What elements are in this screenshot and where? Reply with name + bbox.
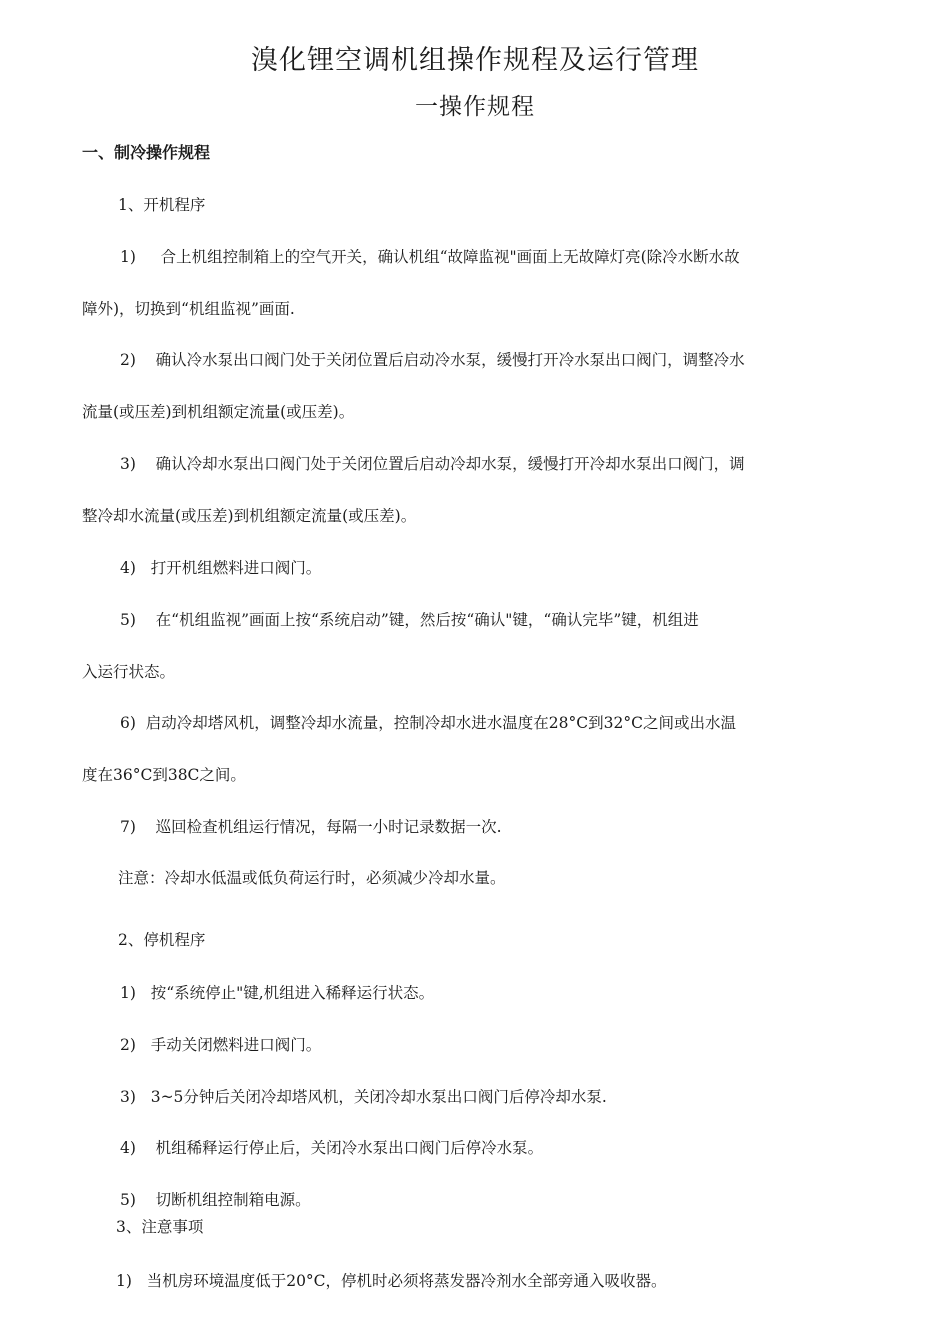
step-text: 打开机组燃料进口阀门。 [150, 559, 322, 577]
startup-step-3-line2: 整冷却水流量(或压差)到机组额定流量(或压差)。 [82, 507, 417, 525]
startup-step-3-line1 [120, 452, 745, 474]
step-number: 1) [120, 984, 136, 1002]
section-heading-cooling: 一、制冷操作规程 [82, 143, 211, 162]
subheading-startup: 1、开机程序 [118, 196, 206, 214]
startup-step-1-line1 [120, 245, 740, 267]
step-text: 手动关闭燃料进口阀门。 [150, 1036, 322, 1054]
startup-step-4 [120, 556, 321, 578]
step-text: 3~5分钟后关闭冷却塔风机，关闭冷却水泵出口阀门后停冷却水泵. [150, 1088, 607, 1106]
startup-note: 注意：冷却水低温或低负荷运行时，必须减少冷却水量。 [118, 869, 506, 887]
document-subtitle: 一操作规程 [415, 94, 535, 120]
shutdown-step-3 [120, 1085, 607, 1107]
startup-step-5-line1 [120, 608, 699, 630]
document-title: 溴化锂空调机组操作规程及运行管理 [251, 45, 699, 76]
startup-step-1-line2: 障外)，切换到“机组监视”画面. [82, 300, 295, 318]
step-number: 1) [120, 248, 136, 266]
step-text: 确认冷却水泵出口阀门处于关闭位置后启动冷却水泵，缓慢打开冷却水泵出口阀门，调 [155, 455, 745, 473]
step-text: 巡回检查机组运行情况，每隔一小时记录数据一次. [155, 818, 502, 836]
step-number: 2) [120, 1036, 136, 1054]
step-text: 合上机组控制箱上的空气开关，确认机组“故障监视"画面上无故障灯亮(除冷水断水故 [160, 248, 740, 266]
startup-step-6-line1 [120, 711, 736, 733]
shutdown-step-2 [120, 1033, 321, 1055]
step-number: 5) [120, 1191, 136, 1209]
step-text: 确认冷水泵出口阀门处于关闭位置后启动冷水泵，缓慢打开冷水泵出口阀门，调整冷水 [155, 351, 745, 369]
startup-step-7 [120, 815, 502, 837]
shutdown-step-4 [120, 1136, 543, 1158]
step-number: 2) [120, 351, 136, 369]
step-text: 按“系统停止"键,机组进入稀释运行状态。 [150, 984, 435, 1002]
shutdown-step-1 [120, 981, 434, 1003]
step-text: 机组稀释运行停止后，关闭冷水泵出口阀门后停冷水泵。 [155, 1139, 544, 1157]
subheading-precautions: 3、注意事项 [116, 1218, 204, 1236]
step-text: 在“机组监视”画面上按“系统启动”键，然后按“确认"键，“确认完毕”键，机组进 [155, 611, 699, 629]
startup-step-2-line1 [120, 348, 745, 370]
startup-step-2-line2: 流量(或压差)到机组额定流量(或压差)。 [82, 403, 355, 421]
step-number: 1) [116, 1272, 132, 1290]
shutdown-step-5 [120, 1188, 311, 1210]
step-number: 3) [120, 455, 136, 473]
step-text: 启动冷却塔风机，调整冷却水流量，控制冷却水进水温度在28°C到32°C之间或出水温 [145, 714, 736, 732]
step-number: 7) [120, 818, 136, 836]
startup-step-5-line2: 入运行状态。 [82, 663, 176, 681]
step-number: 6) [120, 714, 136, 732]
step-text: 切断机组控制箱电源。 [155, 1191, 311, 1209]
step-number: 3) [120, 1088, 136, 1106]
precaution-item-1 [116, 1269, 667, 1291]
step-number: 5) [120, 611, 136, 629]
step-number: 4) [120, 559, 136, 577]
step-number: 4) [120, 1139, 136, 1157]
step-text: 当机房环境温度低于20°C，停机时必须将蒸发器冷剂水全部旁通入吸收器。 [146, 1272, 667, 1290]
startup-step-6-line2: 度在36°C到38C之间。 [82, 766, 246, 784]
subheading-shutdown: 2、停机程序 [118, 931, 206, 949]
